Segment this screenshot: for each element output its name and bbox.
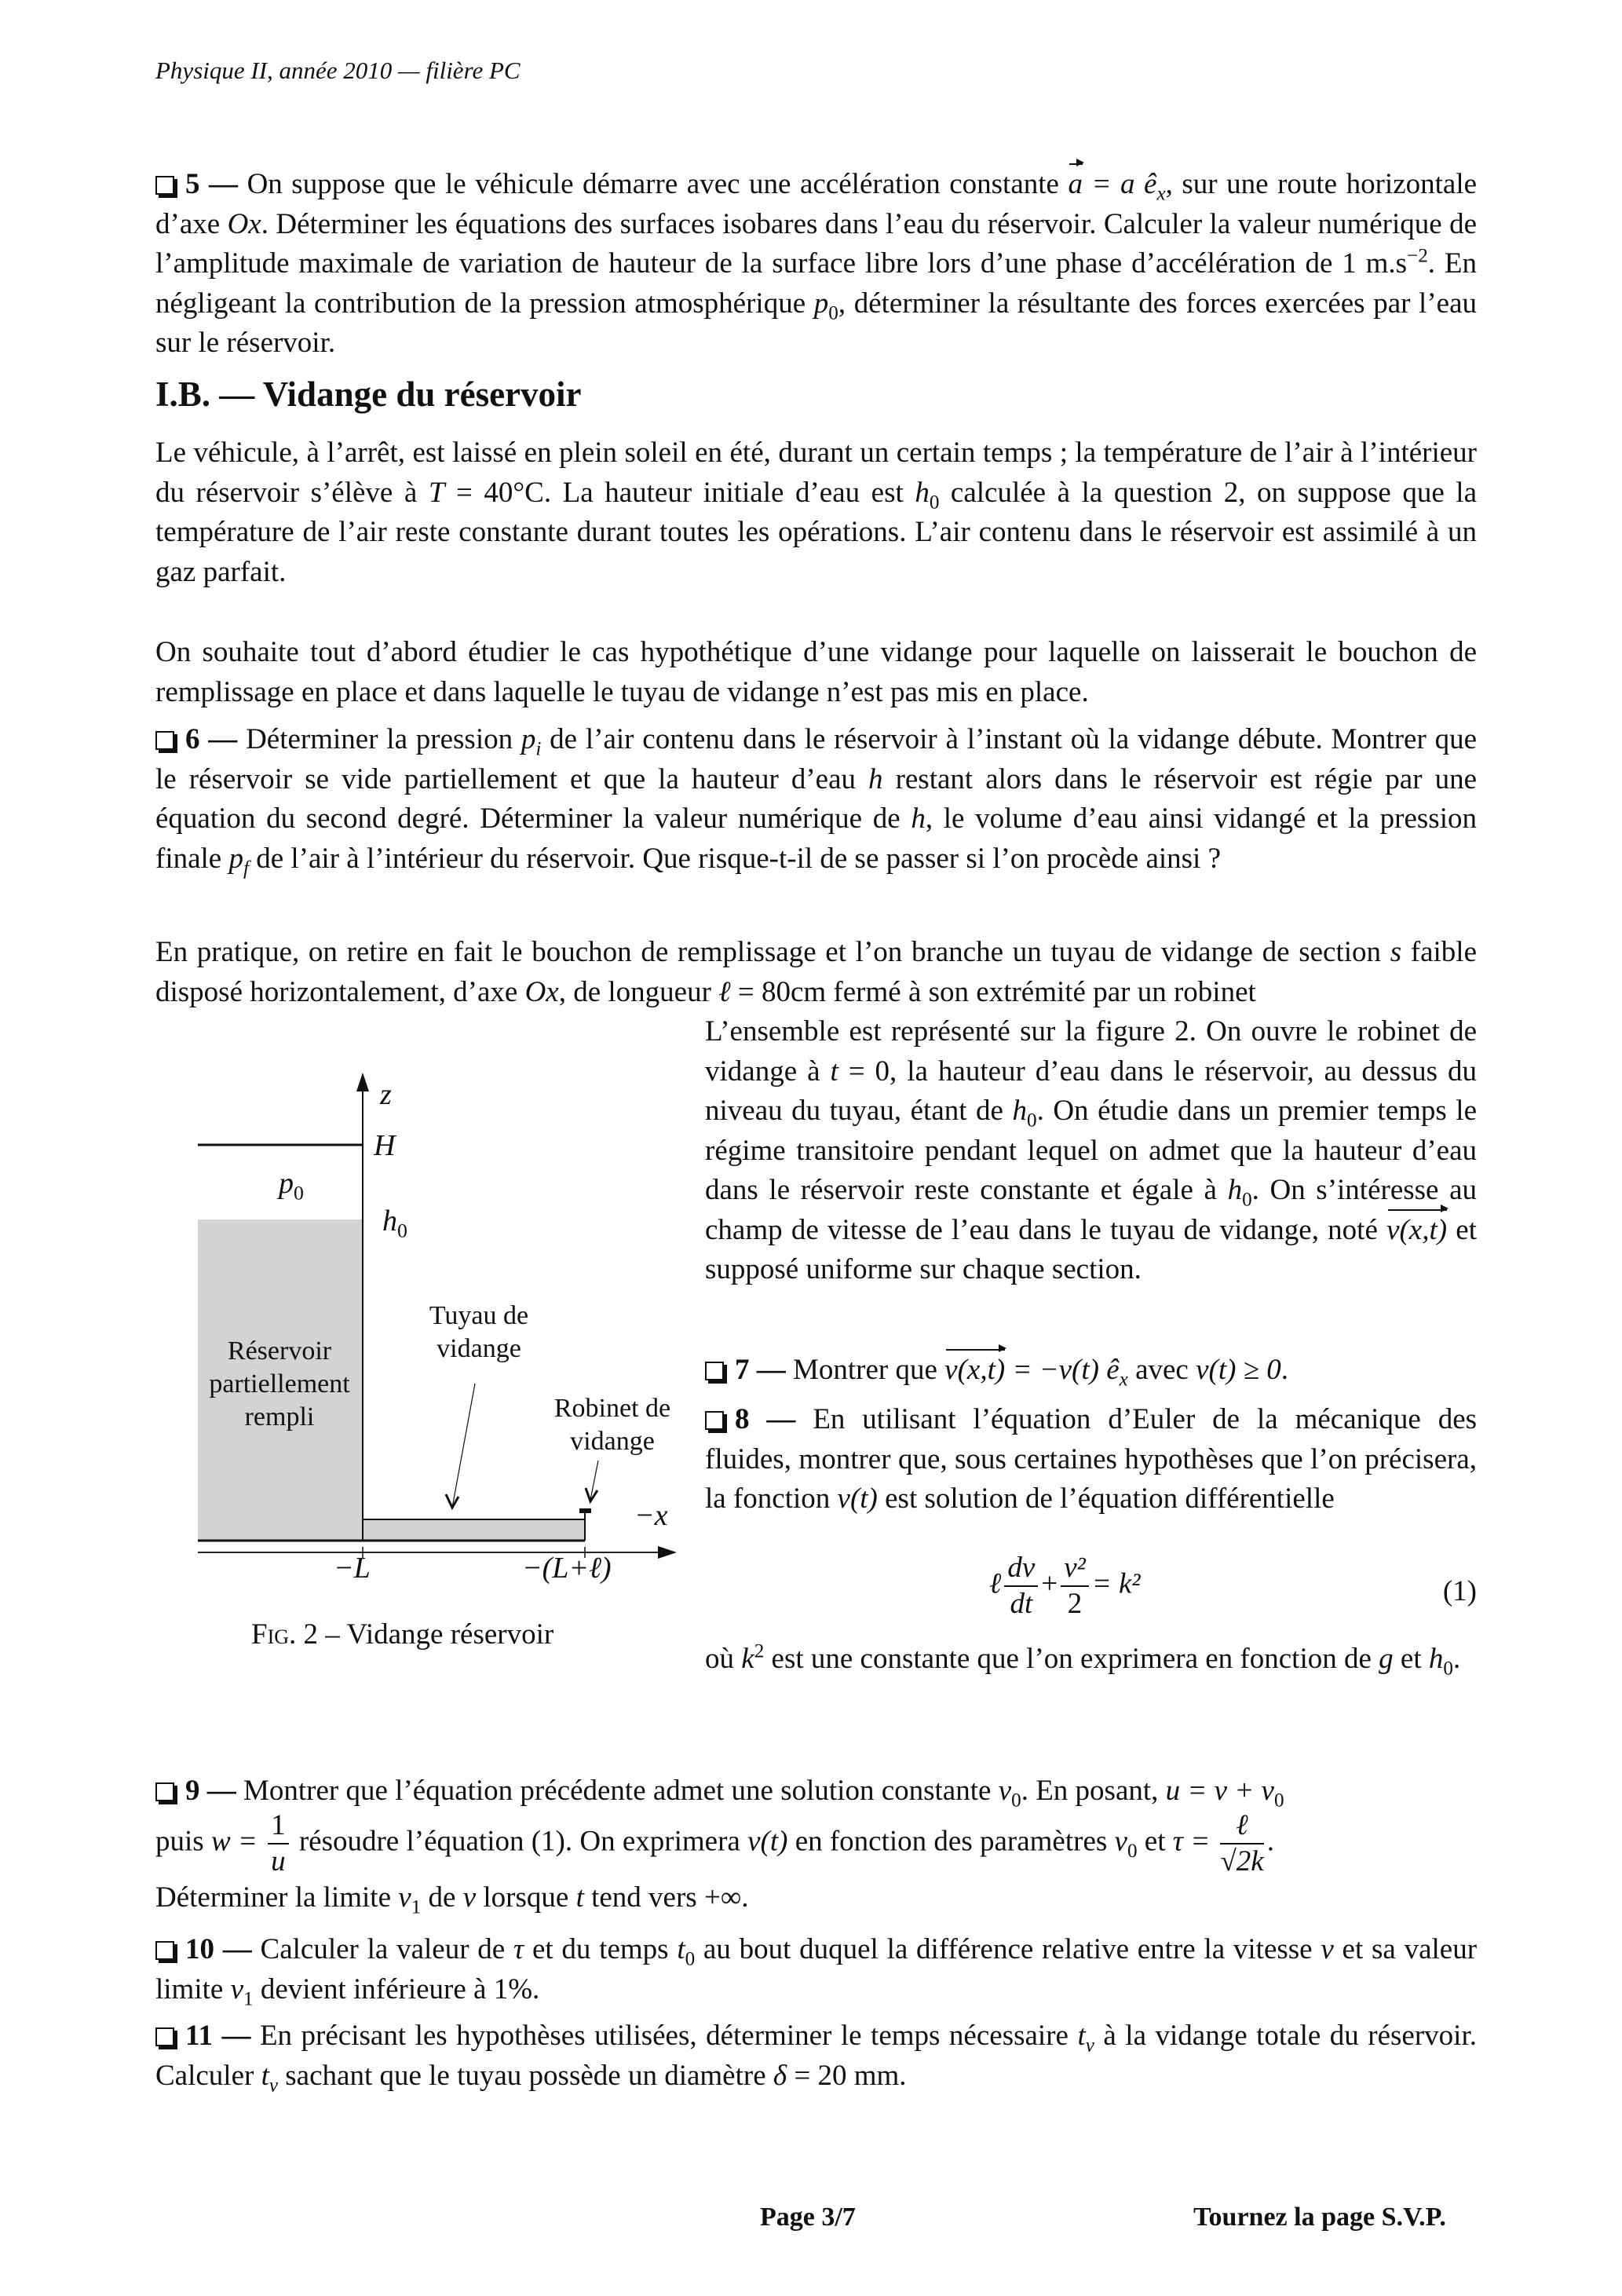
minus-x-label: −x (634, 1499, 668, 1532)
checkbox-icon (705, 1362, 724, 1380)
valve-label: Robinet de vidange (553, 1394, 671, 1456)
checkbox-icon (155, 1941, 174, 1960)
question-8: 8 — En utilisant l’équation d’Euler de la mécanique des fluides, montrer que, sous certaines hypothèses que l’on précisera, la fonction v(t) est solution de l’équation différentielle (705, 1403, 1478, 1515)
running-header: Physique II, année 2010 — filière PC (155, 57, 521, 84)
practice-paragraph: En pratique, on retire en fait le bouchon de remplissage et l’on branche un tuyau de vidange de section s faible disposé horizontalement, d’axe Ox, de longueur ℓ = 80cm fermé à son extrémité par un robinet (155, 936, 1477, 1008)
p0-label: $p_0$ (279, 1167, 304, 1205)
z-axis-label: z (380, 1078, 392, 1111)
question-6: 6 — Déterminer la pression $p_i$ de l’air contenu dans le réservoir à l’instant où la vidange débute. Montrer que le réservoir se vide partiellement et que la hauteur d’eau h restant alors dans le réservoir est régie par une équation du second degré. Déterminer la valeur numérique de h, le volume d’eau ainsi vidangé et la pression finale $p_f$ de l’air à l’intérieur du réservoir. Que risque-t-il de se passer si l’on procède ainsi ? (155, 723, 1478, 879)
checkbox-icon (155, 1782, 174, 1801)
equation-number: (1) (1442, 1575, 1477, 1607)
question-11: 11 — En précisant les hypothèses utilisées, déterminer le temps nécessaire $t_v$ à la vidange totale du réservoir. Calculer $t_v$ sachant que le tuyau possède un diamètre δ = 20 mm. (155, 2020, 1477, 2096)
checkbox-icon (155, 2027, 174, 2046)
pipe-pointer-arrow-icon (446, 1494, 458, 1508)
question-5: 5 — On suppose que le véhicule démarre avec une accélération constante a = a $ê_x$, sur une route horizontale d’axe Ox. Déterminer les équations des surfaces isobares dans l’eau du réservoir. Calculer la valeur numérique de l’amplitude maximale de variation de hauteur de la surface libre lors d’une phase d’accélération de 1 $m.s^{-2}$. En négligeant la contribution de la pression atmosphérique $p_0$, déterminer la résultante des forces exercées par l’eau sur le réservoir. (155, 165, 1477, 364)
question-9-line-2: puis w = $\frac{1}{u}$ résoudre l’équation (1). On exprimera v(t) en fonction des paramètres $v_0$ et τ = $\frac{\text{ℓ}}{√2k}$ . (155, 1809, 1274, 1877)
question-7: 7 — Montrer que v(x,t) = −v(t) $ê_x$ avec v(t) ≥ 0. (705, 1351, 1477, 1391)
z-axis-arrow-icon (356, 1073, 369, 1091)
question-number: 7 — (735, 1354, 786, 1386)
pipe-water (363, 1519, 585, 1541)
figure-description: L’ensemble est représenté sur la figure 2. On ouvre le robinet de vidange à t = 0, la hauteur d’eau dans le réservoir, au dessus du niveau du tuyau, étant de $h_0$. On étudie dans un premier temps le régime transitoire pendant lequel on admet que la hauteur d’eau dans le réservoir reste constante et égale à $h_0$. On s’intéresse au champ de vitesse de l’eau dans le tuyau de vidange, noté v(x,t) et supposé uniforme sur chaque section. (705, 1015, 1478, 1285)
tick-label-minus-L-plus-ell: −(L+ℓ) (522, 1552, 612, 1585)
equation-1 (705, 1551, 1477, 1637)
question-9: 9 — Montrer que l’équation précédente admet une solution constante $v_0$. En posant, $u = v + v_0$ (155, 1771, 1477, 1812)
valve-icon (579, 1508, 591, 1513)
turn-page-note: Tournez la page S.V.P. (1193, 2203, 1446, 2232)
H-label: H (374, 1129, 396, 1162)
hypothesis-paragraph: On souhaite tout d’abord étudier le cas hypothétique d’une vidange pour laquelle on laisserait le bouchon de remplissage en place et dans laquelle le tuyau de vidange n’est pas mis en place. (155, 636, 1477, 708)
question-number: 8 — (735, 1403, 796, 1435)
equation-body: ℓ $\frac{dv}{dt}$ + $\frac{\text{v²}}{2}$ = k² (989, 1552, 1141, 1620)
tick-label-minus-L: −L (334, 1552, 371, 1585)
h0-label: $h_0$ (382, 1205, 407, 1242)
page-number: Page 3/7 (760, 2203, 856, 2232)
intro-paragraph: Le véhicule, à l’arrêt, est laissé en plein soleil en été, durant un certain temps ; la température de l’air à l’intérieur du réservoir s’élève à T = 40°C. La hauteur initiale d’eau est $h_0$ calculée à la question 2, on suppose que la température de l’air reste constante durant toutes les opérations. L’air contenu dans le réservoir est assimilé à un gaz parfait. (155, 437, 1478, 588)
pipe-label: Tuyau de vidange (429, 1301, 529, 1363)
question-9-line-3: Déterminer la limite $v_1$ de v lorsque t tend vers +∞. (155, 1881, 749, 1918)
question-number: 11 — (185, 2020, 251, 2052)
section-title: I.B. — Vidange du réservoir (155, 375, 582, 414)
reservoir-label: Réservoir partiellement rempli (209, 1336, 350, 1431)
figure-caption: Fig. 2 – Vidange réservoir (251, 1618, 554, 1651)
question-number: 6 — (185, 723, 238, 755)
question-10: 10 — Calculer la valeur de τ et du temps $t_0$ au bout duquel la différence relative entre la vitesse v et sa valeur limite $v_1$ devient inférieure à 1%. (155, 1933, 1478, 2009)
question-number: 9 — (185, 1775, 236, 1807)
question-number: 10 — (185, 1933, 252, 1965)
equation-explanation: où $k^2$ est une constante que l’on exprimera en fonction de g et $h_0$. (705, 1640, 1461, 1680)
x-axis-arrow-icon (658, 1546, 677, 1559)
checkbox-icon (705, 1411, 724, 1430)
question-number: 5 — (185, 168, 239, 200)
